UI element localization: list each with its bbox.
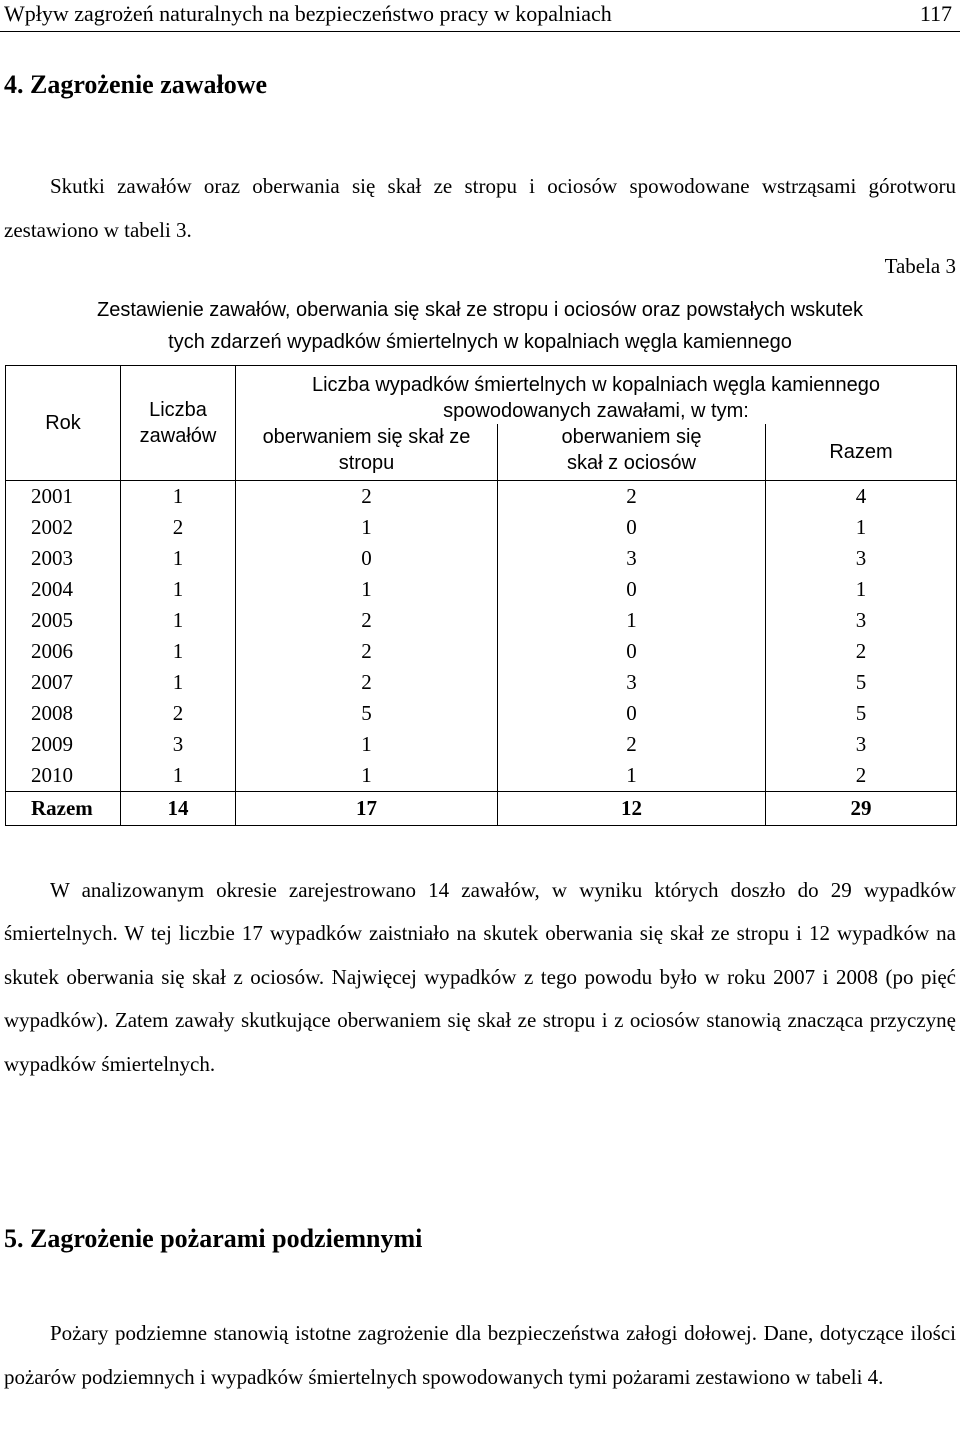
running-header-title: Wpływ zagrożeń naturalnych na bezpieczeństwo pracy w kopalniach xyxy=(4,1,612,26)
table-row xyxy=(6,667,957,698)
table-total-row xyxy=(6,792,957,826)
page-number: 117 xyxy=(919,1,952,26)
cell-strop: 1 xyxy=(236,729,498,760)
section-4-intro: Skutki zawałów oraz oberwania się skał ze stropu i ociosów spowodowane wstrząsami górotworu zestawiono w tabeli 3. xyxy=(4,174,956,242)
cell-strop: 2 xyxy=(236,667,498,698)
cell-year: 2003 xyxy=(6,543,121,574)
table-row xyxy=(6,636,957,667)
table-row xyxy=(6,760,957,792)
cell-razem: 2 xyxy=(766,760,957,792)
cell-strop: 5 xyxy=(236,698,498,729)
total-zawaly: 14 xyxy=(121,792,236,826)
section-5-intro: Pożary podziemne stanowią istotne zagrożenie dla bezpieczeństwa załogi dołowej. Dane, dotyczące ilości pożarów podziemnych i wypadków śmiertelnych spowodowanych tymi pożarami zestawiono w tabeli 4. xyxy=(4,1321,956,1389)
running-header xyxy=(0,0,960,32)
cell-razem: 5 xyxy=(766,667,957,698)
cell-zawaly: 1 xyxy=(121,760,236,792)
cell-zawaly: 1 xyxy=(121,574,236,605)
table-caption-line-2: tych zdarzeń wypadków śmiertelnych w kopalniach węgla kamiennego xyxy=(168,331,792,353)
total-razem: 29 xyxy=(766,792,957,826)
cell-zawaly: 3 xyxy=(121,729,236,760)
header-ocios: oberwaniem się skał z ociosów xyxy=(498,424,766,481)
cell-zawaly: 1 xyxy=(121,636,236,667)
table-row xyxy=(6,698,957,729)
cell-razem: 5 xyxy=(766,698,957,729)
cell-razem: 4 xyxy=(766,481,957,513)
table-row xyxy=(6,481,957,513)
table-row xyxy=(6,543,957,574)
header-strop: oberwaniem się skał ze stropu xyxy=(236,424,498,481)
cell-strop: 2 xyxy=(236,481,498,513)
cell-ocios: 0 xyxy=(498,512,766,543)
cell-ocios: 0 xyxy=(498,698,766,729)
section-4-heading: 4. Zagrożenie zawałowe xyxy=(4,70,268,99)
cell-zawaly: 1 xyxy=(121,543,236,574)
cell-year: 2005 xyxy=(6,605,121,636)
total-label: Razem xyxy=(6,792,121,826)
cell-zawaly: 2 xyxy=(121,698,236,729)
cell-zawaly: 1 xyxy=(121,667,236,698)
cell-year: 2004 xyxy=(6,574,121,605)
analysis-paragraph: W analizowanym okresie zarejestrowano 14 zawałów, w wyniku których doszło do 29 wypadków śmiertelnych. W tej liczbie 17 wypadków zaistniało na skutek oberwania się skał ze stropu i 12 wypadków na skutek oberwania się skał z ociosów. Najwięcej wypadków z tego powodu było w roku 2007 i 2008 (po pięć wypadków). Zatem zawały skutkujące oberwaniem się skał ze stropu i z ociosów stanowią znacząca przyczynę wypadków śmiertelnych. xyxy=(4,878,956,1076)
table-row xyxy=(6,512,957,543)
cell-year: 2008 xyxy=(6,698,121,729)
cell-ocios: 0 xyxy=(498,574,766,605)
table-row xyxy=(6,574,957,605)
cell-strop: 0 xyxy=(236,543,498,574)
cell-razem: 1 xyxy=(766,512,957,543)
cell-ocios: 2 xyxy=(498,729,766,760)
cell-razem: 3 xyxy=(766,729,957,760)
accidents-table xyxy=(5,365,957,826)
header-liczba-zawalow: Liczba zawałów xyxy=(121,366,236,481)
table-label: Tabela 3 xyxy=(884,254,956,278)
cell-razem: 3 xyxy=(766,543,957,574)
table-caption xyxy=(0,294,960,358)
header-fatal-accidents-group: Liczba wypadków śmiertelnych w kopalniach węgla kamiennego spowodowanych zawałami, w tym: xyxy=(236,366,957,425)
table-row xyxy=(6,605,957,636)
cell-strop: 2 xyxy=(236,636,498,667)
section-5-heading: 5. Zagrożenie pożarami podziemnymi xyxy=(4,1224,423,1253)
cell-strop: 1 xyxy=(236,574,498,605)
cell-ocios: 1 xyxy=(498,760,766,792)
table-caption-line-1: Zestawienie zawałów, oberwania się skał ze stropu i ociosów oraz powstałych wskutek xyxy=(97,299,863,321)
cell-razem: 3 xyxy=(766,605,957,636)
cell-year: 2007 xyxy=(6,667,121,698)
cell-year: 2010 xyxy=(6,760,121,792)
cell-zawaly: 1 xyxy=(121,481,236,513)
cell-ocios: 3 xyxy=(498,543,766,574)
cell-strop: 1 xyxy=(236,760,498,792)
cell-year: 2009 xyxy=(6,729,121,760)
table-row xyxy=(6,729,957,760)
cell-ocios: 2 xyxy=(498,481,766,513)
cell-ocios: 1 xyxy=(498,605,766,636)
total-ocios: 12 xyxy=(498,792,766,826)
cell-strop: 2 xyxy=(236,605,498,636)
cell-zawaly: 2 xyxy=(121,512,236,543)
cell-ocios: 0 xyxy=(498,636,766,667)
cell-year: 2001 xyxy=(6,481,121,513)
cell-ocios: 3 xyxy=(498,667,766,698)
table-body xyxy=(6,481,957,792)
cell-zawaly: 1 xyxy=(121,605,236,636)
cell-strop: 1 xyxy=(236,512,498,543)
cell-razem: 2 xyxy=(766,636,957,667)
header-razem: Razem xyxy=(766,424,957,481)
cell-razem: 1 xyxy=(766,574,957,605)
header-rok: Rok xyxy=(6,366,121,481)
cell-year: 2002 xyxy=(6,512,121,543)
total-strop: 17 xyxy=(236,792,498,826)
cell-year: 2006 xyxy=(6,636,121,667)
